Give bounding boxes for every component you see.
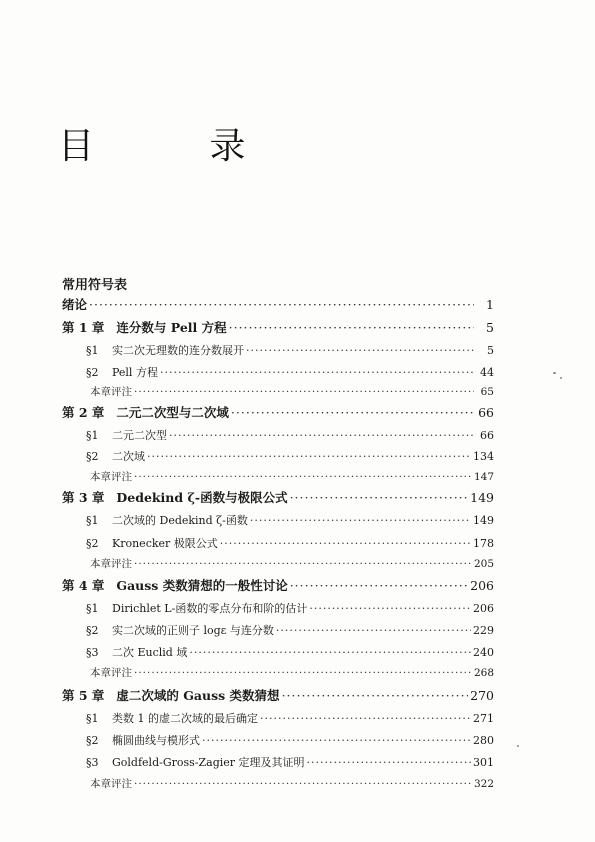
toc-section-entry[interactable] [86,622,494,640]
page-number: 66 [480,429,494,442]
page-number: 5 [486,320,494,335]
toc-entry-title: Pell 方程 [112,366,158,379]
dot-leader [307,754,471,772]
toc-notes-entry[interactable] [90,468,494,486]
toc-entry-title: Kronecker 极限公式 [112,537,218,550]
toc-chapter-entry[interactable] [62,577,494,595]
page-number: 229 [473,624,494,637]
dot-leader [189,644,471,662]
toc-section-entry[interactable] [86,342,494,360]
section-number: §2 [86,537,99,550]
toc-entry-title: 实二次无理数的连分数展开 [112,344,244,357]
toc-entry-title: 虚二次域的 Gauss 类数猜想 [116,688,280,703]
page-number: 301 [473,756,494,769]
toc-entry-title: 本章评注 [90,386,132,398]
toc-entry-title: 椭圆曲线与模形式 [112,734,200,747]
toc-chapter-entry[interactable] [62,687,494,705]
toc-section-entry[interactable] [86,600,494,618]
dot-leader [220,535,471,553]
scan-speck [560,377,562,379]
scan-speck [553,372,556,374]
toc-entry-title: Gauss 类数猜想的一般性讨论 [116,578,288,593]
toc-entry-label [62,319,227,337]
dot-leader [260,710,471,728]
section-number: §2 [86,450,99,463]
toc-notes-entry[interactable] [90,383,494,401]
section-number: §3 [86,756,99,769]
toc-entry-label [86,732,200,750]
toc-section-entry[interactable] [86,364,494,382]
toc-entry-label [86,512,248,530]
dot-leader [147,448,471,466]
page-number: 268 [473,667,494,679]
toc-section-entry[interactable] [86,644,494,662]
toc-entry-title: 本章评注 [90,471,132,483]
toc-entry-label [86,535,218,553]
toc-entry-label [86,754,305,772]
page-number: 322 [473,778,494,790]
section-number: §1 [86,712,99,725]
dot-leader [134,468,472,486]
toc-entry-label [90,775,132,793]
toc-entry-label [62,296,87,314]
dot-leader [134,775,472,793]
dot-leader [276,622,471,640]
toc-entry-label [62,489,288,507]
dot-leader [134,555,472,573]
chapter-number: 第 1 章 [62,320,105,335]
toc-entry-label [86,622,274,640]
section-number: §1 [86,344,99,357]
toc-chapter-entry[interactable] [62,404,494,422]
dot-leader [282,687,469,705]
page-number: 240 [473,646,494,659]
section-number: §2 [86,624,99,637]
toc-entry-label [62,577,288,595]
section-number: §2 [86,734,99,747]
toc-chapter-entry[interactable] [62,319,494,337]
toc-entry-label [90,555,132,573]
dot-leader [309,600,471,618]
dot-leader [250,512,471,530]
toc-entry-label [90,383,132,401]
toc-entry-title: Goldfeld-Gross-Zagier 定理及其证明 [112,756,305,769]
page-number: 65 [480,386,494,398]
page-number: 178 [473,537,494,550]
toc-entry-title: 二元二次型 [112,429,167,442]
page-number: 134 [473,450,494,463]
page-title: 目 录 [58,126,298,167]
chapter-number: 第 2 章 [62,405,105,420]
toc-section-entry[interactable] [86,535,494,553]
toc-notes-entry[interactable] [90,555,494,573]
toc-entry-title: 二元二次型与二次域 [116,405,229,420]
chapter-number: 第 4 章 [62,578,105,593]
dot-leader [290,489,469,507]
symbol-table-heading: 常用符号表 [62,278,128,293]
toc-chapter-entry[interactable] [62,489,494,507]
dot-leader [89,296,474,314]
dot-leader [202,732,471,750]
dot-leader [290,577,468,595]
dot-leader [134,383,474,401]
page-number: 206 [473,602,494,615]
toc-entry-title: 类数 1 的虚二次域的最后确定 [112,712,258,725]
toc-entry-label [86,342,244,360]
toc-entry-title: 二次 Euclid 域 [112,646,188,659]
dot-leader [134,664,472,682]
chapter-number: 第 5 章 [62,688,105,703]
page-number: 1 [486,297,494,312]
toc-section-entry[interactable] [86,427,494,445]
toc-entry-title: 绪论 [62,297,88,312]
toc-entry-title: 二次域的 Dedekind ζ-函数 [112,514,248,527]
toc-entry-label [86,448,145,466]
page-number: 5 [487,344,494,357]
toc-section-entry[interactable] [86,512,494,530]
dot-leader [160,364,474,382]
scan-speck [517,745,519,747]
page-number: 280 [473,734,494,747]
toc-entry-title: 本章评注 [90,778,132,790]
page-number: 271 [473,712,494,725]
toc-entry-label [86,644,187,662]
section-number: §3 [86,646,99,659]
toc-entry-title: 本章评注 [90,558,132,570]
toc-entry-label [86,364,158,382]
toc-entry-title: 实二次域的正则子 logε 与连分数 [112,624,274,637]
toc-entry-label [86,427,167,445]
toc-entry-title: 二次域 [112,450,145,463]
toc-entry-title: 本章评注 [90,667,132,679]
page-number: 44 [480,366,494,379]
section-number: §1 [86,602,99,615]
section-number: §2 [86,366,99,379]
page-number: 147 [473,471,494,483]
section-number: §1 [86,429,99,442]
page-number: 205 [473,558,494,570]
toc-section-entry[interactable] [86,754,494,772]
dot-leader [169,427,474,445]
page-number: 66 [478,405,494,420]
page-number: 149 [470,490,494,505]
toc-notes-entry[interactable] [90,775,494,793]
dot-leader [231,404,474,422]
toc-entry-title: Dedekind ζ-函数与极限公式 [116,490,288,505]
toc-entry-label [62,404,229,422]
toc-entry-label [90,468,132,486]
toc-chapter-entry[interactable] [62,296,494,314]
page-number: 149 [473,514,494,527]
page-number: 206 [470,578,494,593]
toc-section-entry[interactable] [86,710,494,728]
dot-leader [229,319,474,337]
toc-entry-label [86,710,258,728]
dot-leader [246,342,474,360]
chapter-number: 第 3 章 [62,490,105,505]
toc-section-entry[interactable] [86,732,494,750]
section-number: §1 [86,514,99,527]
toc-entry-label [90,664,132,682]
toc-entry-label [86,600,307,618]
toc-notes-entry[interactable] [90,664,494,682]
toc-entry-label [62,687,280,705]
page-number: 270 [470,688,494,703]
toc-section-entry[interactable] [86,448,494,466]
toc-entry-title: Dirichlet L-函数的零点分布和阶的估计 [112,602,308,615]
toc-entry-title: 连分数与 Pell 方程 [116,320,227,335]
